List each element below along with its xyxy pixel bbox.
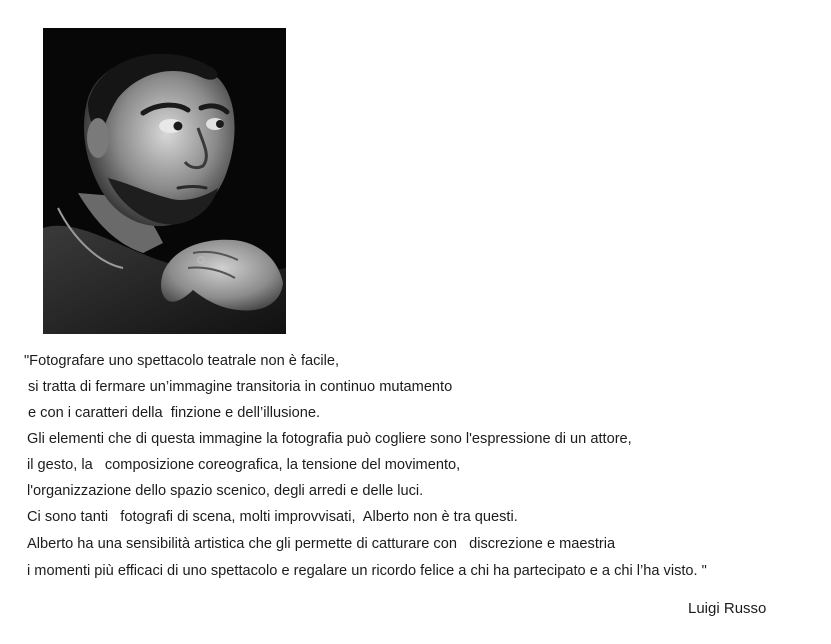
quote-line: l'organizzazione dello spazio scenico, degli arredi e delle luci. [27,483,424,499]
quote-line: Gli elementi che di questa immagine la fotografia può cogliere sono l'espressione di un attore, [27,431,632,447]
signature: Luigi Russo [688,600,767,617]
quote-line: si tratta di fermare un’immagine transitoria in continuo mutamento [28,379,453,395]
quote-line: e con i caratteri della finzione e dell’illusione. [28,405,321,421]
quote-line: i momenti più efficaci di uno spettacolo e regalare un ricordo felice a chi ha partecipato e a chi l’ha visto. " [27,563,707,579]
quote-line: Alberto ha una sensibilità artistica che gli permette di catturare con discrezione e maestria [27,536,616,552]
quote-line: "Fotografare uno spettacolo teatrale non è facile, [24,353,340,369]
quote-line: il gesto, la composizione coreografica, la tensione del movimento, [27,457,461,473]
quote-line: Ci sono tanti fotografi di scena, molti improvvisati, Alberto non è tra questi. [27,509,518,525]
